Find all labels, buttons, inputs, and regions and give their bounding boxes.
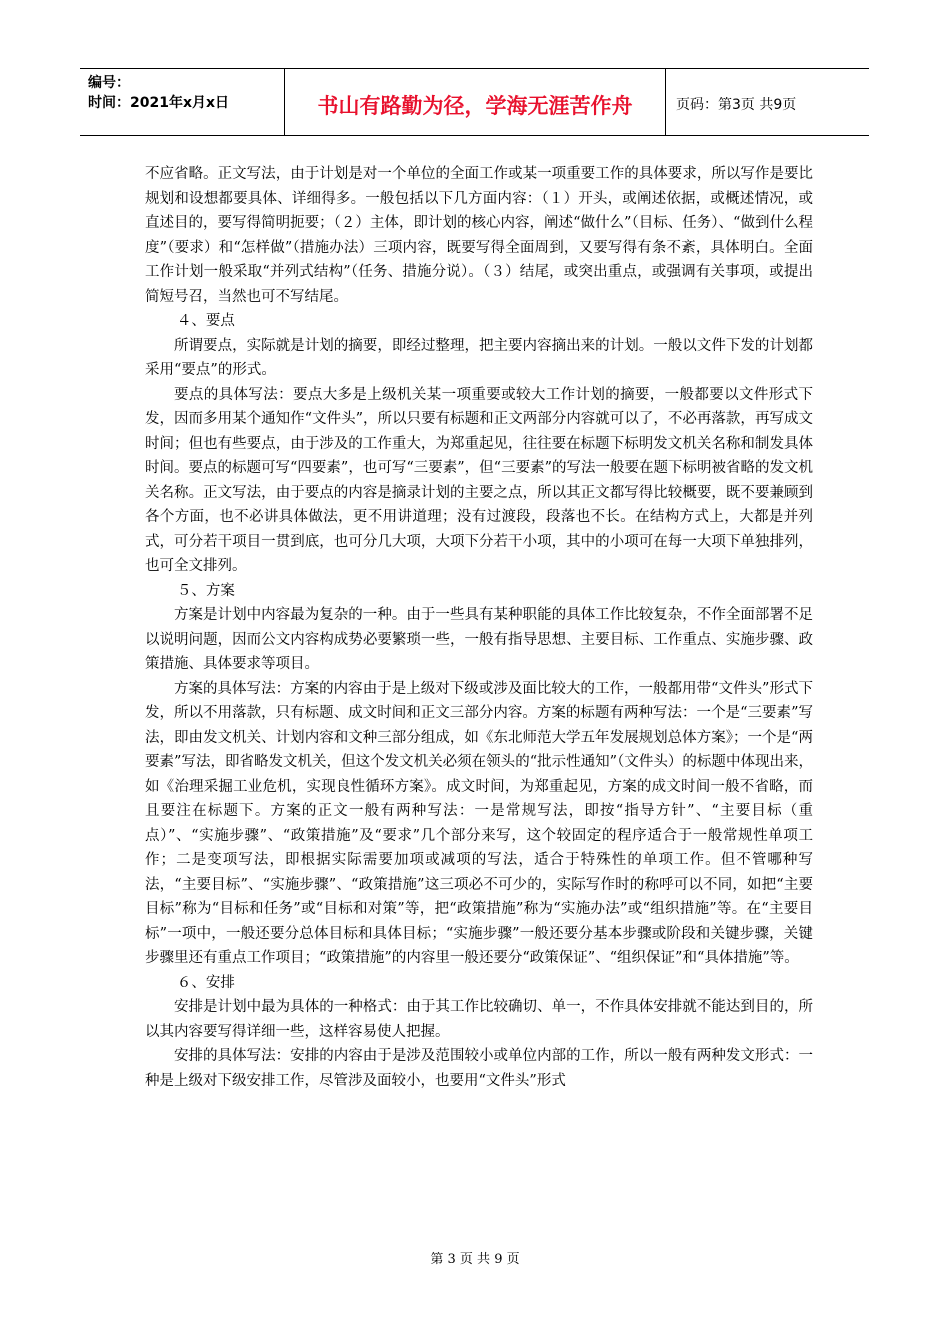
section-heading: ５、方案 [176, 582, 235, 599]
section-heading: ４、要点 [176, 313, 235, 329]
body-paragraph: 方案的具体写法：方案的内容由于是上级对下级或涉及面比较大的工作，一般都用带“文件头”形式下发，所以不用落款，只有标题、成文时间和正文三部分内容。方案的标题有两种写法：一个是“三要素”写法，即由发文机关、计划内容和文种三部分组成，如《东北师范大学五年发展规划总体方案》；一个是“两要素”写法，即省略发文机关，但这个发文机关必须在领头的“批示性通知”（文件头）的标题中体现出来，如《治理采掘工业危机，实现良性循环方案》。成文时间，为郑重起见，方案的成文时间一般不省略，而且要注在标题下。方案的正文一般有两种写法：一是常规写法，即按“指导方针”、“主要目标（重点）”、“实施步骤”、“政策措施”及“要求”几个部分来写，这个较固定的程序适合于一般常规性单项工作；二是变项写法，即根据实际需要加项或减项的写法，适合于特殊性的单项工作。但不管哪种写法，“主要目标”、“实施步骤”、“政策措施”这三项必不可少的，实际写作时的称呼可以不同，如把“主要目标”称为“目标和任务”或“目标和对策”等，把“政策措施”称为“实施办法”或“组织措施”等。在“主要目标”一项中，一般还要分总体目标和具体目标；“实施步骤”一般还要分基本步骤或阶段和关键步骤，关键步骤里还有重点工作项目；“政策措施”的内容里一般还要分“政策保证”、“组织保证”和“具体措施”等。 [145, 680, 813, 966]
body-paragraph: 不应省略。正文写法，由于计划是对一个单位的全面工作或某一项重要工作的具体要求，所以写作是要比规划和设想都要具体、详细得多。一般包括以下几方面内容：（１）开头，或阐述依据，或概述情况，或直述目的，要写得简明扼要；（２）主体，即计划的核心内容，阐述“做什么”（目标、任务）、“做到什么程度”（要求）和“怎样做”（措施办法）三项内容，既要写得全面周到，又要写得有条不紊，具体明白。全面工作计划一般采取“并列式结构”（任务、措施分说）。（３）结尾，或突出重点，或强调有关事项，或提出简短号召，当然也可不写结尾。 [145, 166, 813, 305]
body-paragraph: 安排的具体写法：安排的内容由于是涉及范围较小或单位内部的工作，所以一般有两种发文形式：一种是上级对下级安排工作，尽管涉及面较小，也要用“文件头”形式 [145, 1048, 813, 1089]
body-paragraph: 要点的具体写法：要点大多是上级机关某一项重要或较大工作计划的摘要，一般都要以文件形式下发，因而多用某个通知作“文件头”，所以只要有标题和正文两部分内容就可以了，不必再落款，再写成文时间；但也有些要点，由于涉及的工作重大，为郑重起见，往往要在标题下标明发文机关名称和制发具体时间。要点的标题可写“四要素”，也可写“三要素”，但“三要素”的写法一般要在题下标明被省略的发文机关名称。正文写法，由于要点的内容是摘录计划的主要之点，所以其正文都写得比较概要，既不要兼顾到各个方面，也不必讲具体做法，更不用讲道理；没有过渡段，段落也不长。在结构方式上，大都是并列式，可分若干项目一贯到底，也可分几大项，大项下分若干小项，其中的小项可在每一大项下单独排列，也可全文排列。 [145, 386, 813, 574]
page-footer: 第 3 页 共 9 页 [430, 1252, 520, 1267]
body-paragraph: 所谓要点，实际就是计划的摘要，即经过整理，把主要内容摘出来的计划。一般以文件下发的计划都采用“要点”的形式。 [145, 337, 813, 378]
document-number-label: 编号： [88, 75, 130, 91]
page-header [80, 68, 869, 136]
header-meta [80, 69, 285, 135]
body-paragraph: 安排是计划中最为具体的一种格式：由于其工作比较确切、单一，不作具体安排就不能达到目的，所以其内容要写得详细一些，这样容易使人把握。 [145, 999, 813, 1040]
header-page-number: 页码：第3页 共9页 [676, 97, 797, 113]
header-motto: 书山有路勤为径，学海无涯苦作舟 [285, 69, 666, 135]
document-date: 时间：2021年x月x日 [88, 95, 230, 111]
document-body [145, 162, 813, 1093]
section-heading: ６、安排 [176, 974, 235, 991]
body-paragraph: 方案是计划中内容最为复杂的一种。由于一些具有某种职能的具体工作比较复杂，不作全面部署不足以说明问题，因而公文内容构成势必要繁琐一些，一般有指导思想、主要目标、工作重点、实施步骤、政策措施、具体要求等项目。 [145, 607, 813, 672]
